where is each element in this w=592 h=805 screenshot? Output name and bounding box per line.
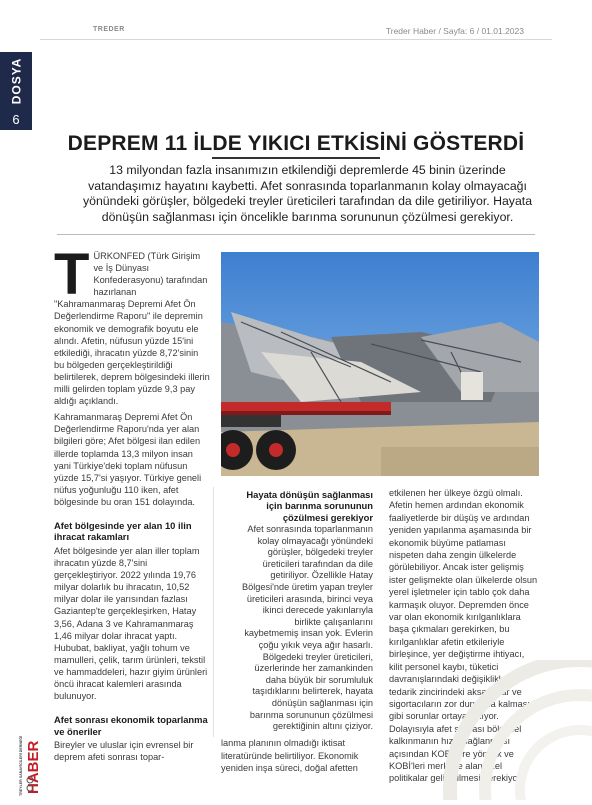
section-label-wrap (0, 52, 32, 110)
section-label: DOSYA (9, 57, 24, 105)
export-paragraph: Afet bölgesinde yer alan iller toplam ihracatın yüzde 8,7'sini gerçekleştiriyor. 2022 yılında 19,76 milyar dolarlık bu ihracatın, 10,52 milyar dolar ile yarısından fazlası Gaziantep'te gerçekleşirken, Hatay 3,56, Adana 3 ve Kahramanmaraş 1,46 milyar dolar ihracat yaptı. Hububat, bakliyat, yağlı tohum ve mamulleri, çelik, tarım ürünleri, tekstil ve hammaddeleri, hazır giyim ürünleri öncü ihracat kalemleri arasında bulunuyor. (54, 545, 208, 702)
page-number: 6 (12, 112, 20, 127)
header-divider (40, 39, 552, 40)
collapsed-building-photo (221, 252, 539, 476)
article-title: DEPREM 11 İLDE YIKICI ETKİSİNİ GÖSTERDİ (67, 132, 525, 155)
lead-top-rule (212, 157, 380, 159)
column-right: etkilenen her ülkeye özgü olmalı. Afetin hemen ardından ekonomik faaliyetlerde bir düşüş ve ardından yeniden yapılanma aşamasında bir ekonomik büyüme patlaması nispeten daha zengin ülkelerde görülebiliyor. Ancak ister gelişmiş ister gelişmekte olan ülkelerde olsun yerel işletmeler için tablo çok daha karmaşık oluyor. Depremden önce var olan ekonomik kırılganlıklara başa çıkmaları gerekirken, bu kırılganlıklar afetin etkileriyle birleşince, yer değiştirme ihtiyacı, kilit personel kaybı, tüketici davranışlarındaki değişiklikler, tedarik zincirindeki aksamalar ve sigortacıların zor durumda kalması gibi sorunlar ortaya çıkıyor. Dolayısıyla afet sonrası bölgesel kalkınmanın hızla sağlanması açısından KOBİ'lere yönelik ve KOBİ'leri merkeze alan özel politikalar geliştirilmesi gerekiyor. (389, 488, 538, 784)
column-gutter (213, 487, 214, 737)
logo-name: HABER (25, 740, 42, 794)
column-left (54, 242, 210, 767)
logo-tagline: TREYLER SANAYİCİLERİ DERNEĞİ (19, 735, 23, 796)
header-issue-info: Treder Haber / Sayfa: 6 / 01.01.2023 (385, 26, 524, 36)
intro-paragraph-1: ÜRKONFED (Türk Girişim ve İş Dünyası Konfederasyonu) tarafından hazırlanan "Kahramanmaraş Depremi Afet Ön Değerlendirme Raporu" ile depremin ekonomik ve demografik boyutu ele alındı. Afetin, nüfusun yüzde 15'ini etkilediği, ihracatın yüzde 8,72'sinin bu bölgeden gerçekleştirildiği belirtilerek, deprem bölgesindeki illerin milli gelirden toplam yüzde 9,3 pay aldığı açıklandı. (54, 251, 210, 407)
middle-continuation: lanma planının olmadığı iktisat literatüründe belirtiliyor. Ekonomik yeniden inşa süreci, doğal afetten (221, 738, 359, 773)
article-photo (221, 252, 539, 476)
treder-haber-logo (8, 712, 42, 796)
drop-cap: T (54, 242, 90, 307)
decorative-circles (440, 660, 592, 800)
subheading-export: Afet bölgesinde yer alan 10 ilin ihracat rakamları (54, 519, 192, 543)
middle-subheading: Hayata dönüşün sağlanması için barınma sorununun çözülmesi gerekiyor (246, 489, 373, 523)
intro-paragraph-2: Kahramanmaraş Depremi Afet Ön Değerlendirme Raporu'nda yer alan bilgileri göre; Afet bölgesi ilan edilen illerde toplamda 13,3 milyon insan yani Türkiye'deki toplam nüfusun yüzde 15,7'si yaşıyor. Türkiye geneli nüfus yoğunluğu 110 iken, afet bölgesinde bu oran 151 dolayında. (54, 412, 202, 507)
middle-paragraph: Afet sonrasında toparlanmanın kolay olmayacağı yönündeki görüşler, bölgedeki treyler üreticileri tarafından da dile getiriliyor. Özellikle Hatay Bölgesi'nde üretim yapan treyler üreticileri arasında, birinci veya ikinci derecede yakınlarıyla birlikte çalışanlarını kaybetmemiş insan yok. Evlerin çoğu yıkık veya ağır hasarlı. Bölgedeki treyler üreticileri, üzerlerinde her zamankinden daha büyük bir sorumluluk taşıdıklarını belirterek, hayata dönüşün sağlanması için barınma sorununun çözülmesi gerektiğinin altını çiziyor. (242, 524, 373, 732)
header-brand: TREDER (93, 26, 125, 33)
lead-bottom-rule (57, 234, 535, 235)
subheading-recovery: Afet sonrası ekonomik toparlanma ve öneriler (54, 714, 208, 737)
recovery-paragraph: Bireyler ve uluslar için evrensel bir deprem afeti sonrası topar- (54, 740, 194, 763)
article-lead: 13 milyondan fazla insanımızın etkilendiği depremlerde 45 binin üzerinde vatandaşımız hayatını kaybetti. Afet sonrasında toparlanmanın kolay olmayacağı yönündeki görüşler, bölgedeki treyler üreticileri tarafından da dile getiriliyor. Hayata dönüşün sağlanması için öncelikle barınma sorununun çözülmesi gerekiyor. (82, 163, 533, 224)
